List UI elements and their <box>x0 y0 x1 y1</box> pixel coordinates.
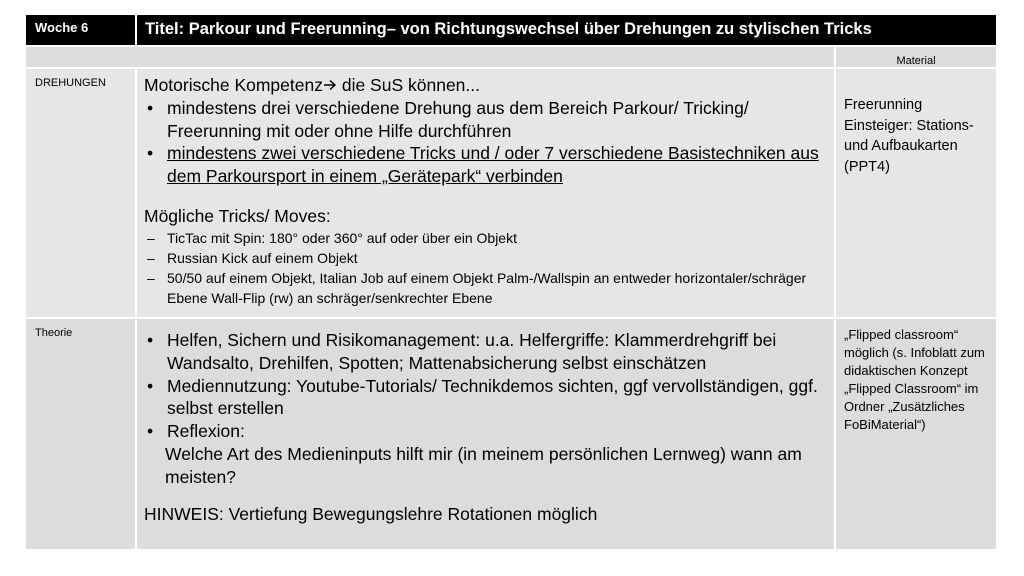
row1-material-cell <box>836 69 996 317</box>
row1-label-cell <box>26 69 135 317</box>
row1-content-cell <box>137 69 834 317</box>
row2-material-cell <box>836 319 996 549</box>
row2-content-cell <box>137 319 834 549</box>
hint-text: HINWEIS: Vertiefung Bewegungslehre Rotationen möglich <box>144 503 598 524</box>
competence-text: Motorische Kompetenz <box>144 75 323 95</box>
list-item: • mindestens drei verschiedene Drehung aus dem Bereich Parkour/ Tricking/ Freerunning mit oder ohne Hilfe durchführen <box>144 97 826 143</box>
list-item: • Reflexion: <box>144 420 826 443</box>
material-header-label: Material <box>896 55 936 67</box>
week-cell <box>26 15 135 45</box>
row2-label: Theorie <box>35 327 73 339</box>
list-item: – TicTac mit Spin: 180° oder 360° auf oder über ein Objekt <box>144 228 826 248</box>
row1-label: DREHUNGEN <box>35 77 106 89</box>
competence-list <box>144 97 826 188</box>
title-cell <box>137 15 996 45</box>
reflection-question: Welche Art des Medieninputs hilft mir (in meinem persönlichen Lernweg) wann am meisten? <box>165 443 802 487</box>
moves-heading: Mögliche Tricks/ Moves: <box>144 205 331 226</box>
theory-list <box>144 329 826 443</box>
list-item: • Helfen, Sichern und Risikomanagement: u.a. Helfergriffe: Klammerdrehgriff bei Wandsalto, Drehilfen, Spotten; Mattenabsicherung selbst einschätzen <box>144 329 826 375</box>
row2-label-cell <box>26 319 135 549</box>
list-item: • Mediennutzung: Youtube-Tutorials/ Technikdemos sichten, ggf vervollständigen, ggf. selbst erstellen <box>144 375 826 421</box>
material-header-cell <box>836 47 996 67</box>
competence-line <box>144 74 826 97</box>
moves-list <box>144 228 826 308</box>
arrow-right-icon <box>323 78 337 92</box>
list-item: – Russian Kick auf einem Objekt <box>144 248 826 268</box>
list-item: • mindestens zwei verschiedene Tricks und / oder 7 verschiedene Basistechniken aus dem Parkoursport in einem „Gerätepark“ verbinden <box>144 142 826 188</box>
week-label: Woche 6 <box>35 20 89 35</box>
page-title: Titel: Parkour und Freerunning– von Richtungswechsel über Drehungen zu stylischen Tricks <box>145 20 872 38</box>
subheader-blank <box>26 47 834 67</box>
row1-material: Freerunning Einsteiger: Stations- und Aufbaukarten (PPT4) <box>844 97 974 175</box>
competence-suffix: die SuS können... <box>336 75 481 95</box>
row2-material: „Flipped classroom“ möglich (s. Infoblatt zum didaktischen Konzept „Flipped Classroom“ im Ordner „Zusätzliches FoBiMaterial“) <box>844 327 985 432</box>
list-item: – 50/50 auf einem Objekt, Italian Job auf einem Objekt Palm-/Wallspin an entweder horizontaler/schräger Ebene Wall-Flip (rw) an schräger/senkrechter Ebene <box>144 268 826 308</box>
